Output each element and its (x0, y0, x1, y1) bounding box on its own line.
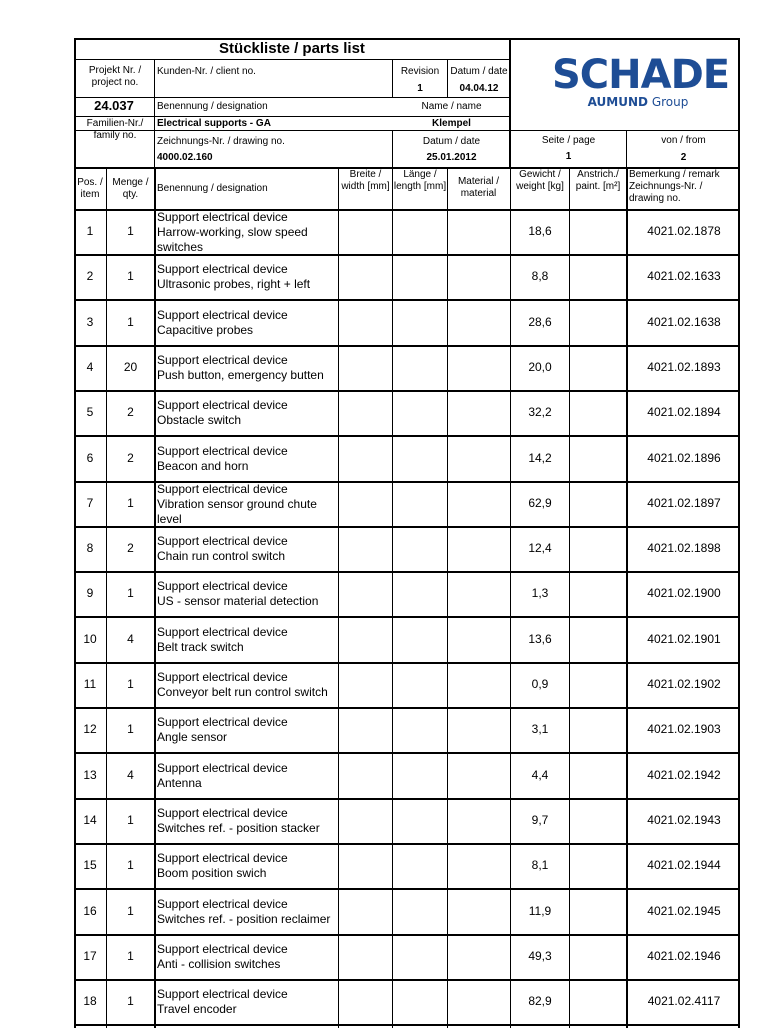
row-designation-line2: Conveyor belt run control switch (157, 685, 328, 699)
row-designation-line1: Support electrical device (157, 761, 288, 775)
client-label: Kunden-Nr. / client no. (157, 66, 256, 77)
col-weight: Gewicht / weight [kg] (516, 169, 564, 192)
row-qty: 1 (127, 586, 134, 600)
row-pos: 14 (83, 813, 97, 827)
row-qty: 1 (127, 269, 134, 283)
col-width: Breite / width [mm] (341, 169, 390, 192)
row-designation-line1: Support electrical device (157, 262, 288, 276)
col-pos: Pos. / item (77, 177, 103, 200)
project-number: 24.037 (94, 98, 134, 113)
row-qty: 4 (127, 632, 134, 646)
drawing-label: Zeichnungs-Nr. / drawing no. (157, 136, 285, 147)
row-pos: 8 (86, 541, 94, 555)
row-designation-line1: Support electrical device (157, 987, 288, 1001)
row-drawing-no: 4021.02.1638 (647, 315, 721, 329)
row-weight: 32,2 (528, 405, 552, 419)
datum-value: 25.01.2012 (426, 152, 477, 163)
row-drawing-no: 4021.02.1944 (647, 858, 721, 872)
row-qty: 1 (127, 315, 134, 329)
row-designation-line1: Support electrical device (157, 308, 288, 322)
row-designation-line2: Obstacle switch (157, 413, 242, 427)
row-qty: 1 (127, 904, 134, 918)
row-designation-line2: Switches ref. - position reclaimer (157, 912, 331, 926)
row-qty: 1 (127, 994, 134, 1008)
row-weight: 0,9 (531, 677, 549, 691)
row-drawing-no: 4021.02.1900 (647, 586, 721, 600)
row-designation-line1: Support electrical device (157, 897, 288, 911)
row-drawing-no: 4021.02.1903 (647, 722, 721, 736)
row-pos: 10 (83, 632, 97, 646)
row-pos: 6 (86, 451, 94, 465)
col-material: Material / material (457, 176, 500, 199)
revision-date: 04.04.12 (459, 83, 499, 94)
row-designation-line2: Push button, emergency butten (157, 368, 324, 382)
row-designation-line2: Capacitive probes (157, 323, 254, 337)
row-designation-line1: Support electrical device (157, 398, 288, 412)
col-length: Länge / length [mm] (393, 169, 447, 192)
row-weight: 8,8 (531, 269, 549, 283)
row-drawing-no: 4021.02.1633 (647, 269, 721, 283)
row-weight: 1,3 (531, 586, 549, 600)
designation-label: Benennung / designation (157, 101, 268, 112)
row-qty: 1 (127, 813, 134, 827)
row-drawing-no: 4021.02.1893 (647, 360, 721, 374)
row-qty: 1 (127, 858, 134, 872)
row-designation-line1: Support electrical device (157, 625, 288, 639)
row-pos: 16 (83, 904, 97, 918)
row-pos: 4 (86, 360, 94, 374)
row-drawing-no: 4021.02.1942 (647, 768, 721, 782)
row-weight: 9,7 (531, 813, 549, 827)
row-designation-line1: Support electrical device (157, 210, 288, 224)
row-weight: 13,6 (528, 632, 552, 646)
name-value: Klempel (432, 118, 471, 129)
row-designation-line2: Ultrasonic probes, right + left (157, 277, 311, 291)
row-designation-line1: Support electrical device (157, 482, 288, 496)
row-qty: 1 (127, 496, 134, 510)
row-designation-line2: Belt track switch (157, 640, 244, 654)
row-weight: 11,9 (528, 904, 552, 918)
row-qty: 2 (127, 541, 134, 555)
drawing-number: 4000.02.160 (157, 152, 213, 163)
row-weight: 28,6 (528, 315, 552, 329)
row-weight: 8,1 (531, 858, 549, 872)
datum-label: Datum / date (422, 136, 481, 147)
row-drawing-no: 4021.02.4117 (647, 994, 721, 1008)
row-designation-line2: Switches ref. - position stacker (157, 821, 320, 835)
row-drawing-no: 4021.02.1943 (647, 813, 721, 827)
revision-date-label: Datum / date (450, 66, 508, 77)
revision-value: 1 (417, 83, 423, 94)
row-weight: 62,9 (528, 496, 552, 510)
row-weight: 20,0 (528, 360, 552, 374)
parts-list-sheet (74, 38, 740, 1028)
row-pos: 11 (83, 677, 97, 691)
row-designation-line2: Boom position swich (157, 866, 267, 880)
row-pos: 3 (86, 315, 94, 329)
row-weight: 18,6 (528, 224, 552, 238)
row-weight: 82,9 (528, 994, 552, 1008)
row-qty: 4 (127, 768, 134, 782)
row-qty: 20 (123, 360, 138, 374)
logo-group-a: AUMUND (587, 95, 648, 109)
page-title: Stückliste / parts list (219, 40, 365, 57)
row-weight: 12,4 (528, 541, 552, 555)
row-weight: 3,1 (531, 722, 549, 736)
schade-logo: SCHADE (552, 52, 730, 98)
row-pos: 7 (86, 496, 94, 510)
row-qty: 1 (127, 949, 134, 963)
project-label: Projekt Nr. / project no. (88, 65, 142, 88)
row-drawing-no: 4021.02.1896 (647, 451, 721, 465)
designation-value: Electrical supports - GA (157, 118, 271, 129)
row-designation-line1: Support electrical device (157, 353, 288, 367)
row-designation-line2: Beacon and horn (157, 459, 249, 473)
page-number: 1 (565, 151, 572, 162)
row-qty: 2 (127, 451, 134, 465)
row-pos: 12 (83, 722, 97, 736)
row-drawing-no: 4021.02.1894 (647, 405, 721, 419)
row-pos: 2 (86, 269, 94, 283)
col-qty: Menge / qty. (112, 177, 149, 200)
row-designation-line1: Support electrical device (157, 534, 288, 548)
row-drawing-no: 4021.02.1878 (647, 224, 721, 238)
total-pages: 2 (680, 152, 687, 163)
row-drawing-no: 4021.02.1945 (647, 904, 721, 918)
row-weight: 4,4 (531, 768, 549, 782)
row-designation-line1: Support electrical device (157, 942, 288, 956)
row-drawing-no: 4021.02.1902 (647, 677, 721, 691)
row-designation-line1: Support electrical device (157, 579, 288, 593)
name-label: Name / name (421, 101, 482, 112)
row-pos: 15 (83, 858, 97, 872)
row-pos: 18 (83, 994, 97, 1008)
row-pos: 1 (86, 224, 94, 238)
row-designation-line1: Support electrical device (157, 851, 288, 865)
row-pos: 17 (83, 949, 97, 963)
revision-label: Revision (400, 66, 440, 77)
row-drawing-no: 4021.02.1897 (647, 496, 721, 510)
row-designation-line3: switches (157, 240, 204, 254)
row-pos: 5 (86, 405, 94, 419)
row-designation-line2: Anti - collision switches (157, 957, 281, 971)
logo-group-b: Group (648, 95, 689, 109)
row-qty: 2 (127, 405, 134, 419)
row-pos: 13 (83, 768, 97, 782)
col-paint: Anstrich./ paint. [m²] (575, 169, 621, 192)
aumund-group-logo (558, 95, 718, 109)
row-designation-line1: Support electrical device (157, 806, 288, 820)
row-designation-line2: Antenna (157, 776, 202, 790)
row-designation-line1: Support electrical device (157, 670, 288, 684)
row-qty: 1 (127, 677, 134, 691)
col-remark: Bemerkung / remark Zeichnungs-Nr. / drawing no. (629, 169, 720, 204)
family-label: Familien-Nr./ family no. (86, 118, 144, 141)
from-label: von / from (661, 135, 706, 146)
row-designation-line2: Travel encoder (157, 1002, 237, 1016)
row-qty: 1 (127, 224, 134, 238)
row-designation-line1: Support electrical device (157, 444, 288, 458)
row-drawing-no: 4021.02.1901 (647, 632, 721, 646)
row-designation-line2: Vibration sensor ground chute (157, 497, 317, 511)
page-label: Seite / page (541, 135, 596, 146)
row-designation-line2: Harrow-working, slow speed (157, 225, 308, 239)
col-designation: Benennung / designation (157, 183, 268, 194)
row-weight: 49,3 (528, 949, 552, 963)
row-designation-line3: level (157, 512, 182, 526)
row-weight: 14,2 (528, 451, 552, 465)
row-designation-line2: US - sensor material detection (157, 594, 319, 608)
row-drawing-no: 4021.02.1898 (647, 541, 721, 555)
row-designation-line1: Support electrical device (157, 715, 288, 729)
row-designation-line2: Chain run control switch (157, 549, 286, 563)
row-qty: 1 (127, 722, 134, 736)
row-pos: 9 (86, 586, 94, 600)
row-designation-line2: Angle sensor (157, 730, 228, 744)
row-drawing-no: 4021.02.1946 (647, 949, 721, 963)
